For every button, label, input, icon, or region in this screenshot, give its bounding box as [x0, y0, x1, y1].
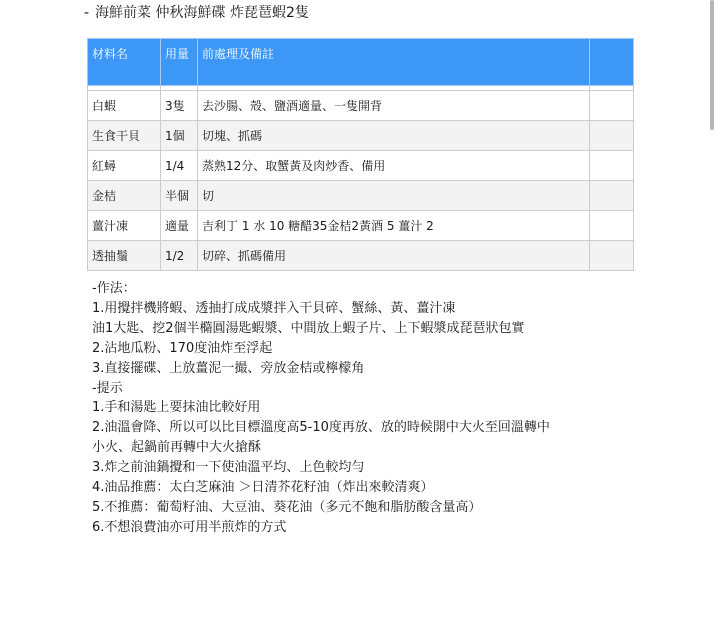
ingredient-note: 切碎、抓碼備用	[198, 241, 590, 271]
empty-cell	[590, 241, 634, 271]
scrollbar-thumb[interactable]	[710, 0, 714, 130]
ingredient-name: 透抽鬚	[88, 241, 161, 271]
ingredient-name: 薑汁凍	[88, 211, 161, 241]
empty-cell	[590, 181, 634, 211]
ingredient-name: 生食干貝	[88, 121, 161, 151]
empty-cell	[590, 151, 634, 181]
table-row	[88, 91, 634, 121]
method-section	[92, 279, 652, 538]
method-line: 小火、起鍋前再轉中大火搶酥	[92, 440, 262, 456]
header-prep-notes: 前處理及備註	[198, 39, 590, 86]
ingredient-note: 切塊、抓碼	[198, 121, 590, 151]
table-row	[88, 211, 634, 241]
ingredient-name: 白蝦	[88, 91, 161, 121]
method-line: 3.炸之前油鍋攪和一下使油溫平均、上色較均勻	[92, 460, 365, 476]
header-ingredient-name: 材料名	[88, 39, 161, 86]
method-line: -作法：	[92, 281, 136, 296]
empty-cell	[590, 121, 634, 151]
table-row	[88, 151, 634, 181]
ingredient-name: 紅蟳	[88, 151, 161, 181]
ingredients-table	[87, 38, 634, 271]
method-line: 油1大匙、挖2個半橢圓湯匙蝦漿、中間放上蝦子片、上下蝦漿成琵琶狀包實	[92, 320, 525, 336]
method-line: 2.油溫會降、所以可以比目標溫度高5-10度再放、放的時候開中大火至回溫轉中	[92, 420, 550, 436]
ingredient-qty: 1/2	[161, 241, 198, 271]
method-line: 5.不推薦：葡萄籽油、大豆油、葵花油（多元不飽和脂肪酸含量高）	[92, 499, 482, 515]
header-quantity: 用量	[161, 39, 198, 86]
table-row	[88, 181, 634, 211]
header-empty	[590, 39, 634, 86]
ingredient-note: 切	[198, 181, 590, 211]
ingredient-qty: 適量	[161, 211, 198, 241]
method-line: -提示	[92, 380, 123, 396]
heading-dash: -	[84, 5, 90, 21]
method-line: 1.手和湯匙上要抹油比較好用	[92, 400, 261, 416]
method-line: 1.用攪拌機將蝦、透抽打成成漿拌入干貝碎、蟹絲、黃、薑汁凍	[92, 300, 456, 316]
table-row	[88, 121, 634, 151]
ingredient-note: 蒸熟12分、取蟹黃及肉炒香、備用	[198, 151, 590, 181]
method-line: 4.油品推薦：太白芝麻油 ＞日清芥花籽油（炸出來較清爽）	[92, 480, 434, 496]
ingredient-note: 去沙腸、殼、鹽酒適量、一隻開背	[198, 91, 590, 121]
ingredient-qty: 1個	[161, 121, 198, 151]
ingredient-qty: 3隻	[161, 91, 198, 121]
table-header-row	[88, 39, 634, 86]
empty-cell	[590, 211, 634, 241]
method-line: 6.不想浪費油亦可用半煎炸的方式	[92, 519, 287, 535]
ingredient-name: 金桔	[88, 181, 161, 211]
ingredient-qty: 1/4	[161, 151, 198, 181]
empty-cell	[590, 91, 634, 121]
recipe-title: 海鮮前菜 仲秋海鮮碟 炸琵琶蝦2隻	[95, 5, 309, 21]
ingredient-note: 吉利丁 1 水 10 糖醋35金桔2黃酒 5 薑汁 2	[198, 211, 590, 241]
method-line: 2.沾地瓜粉、170度油炸至浮起	[92, 340, 273, 356]
table-row	[88, 241, 634, 271]
method-line: 3.直接擺碟、上放薑泥一撮、旁放金桔或檸檬角	[92, 360, 365, 376]
ingredient-qty: 半個	[161, 181, 198, 211]
recipe-heading	[84, 3, 309, 23]
